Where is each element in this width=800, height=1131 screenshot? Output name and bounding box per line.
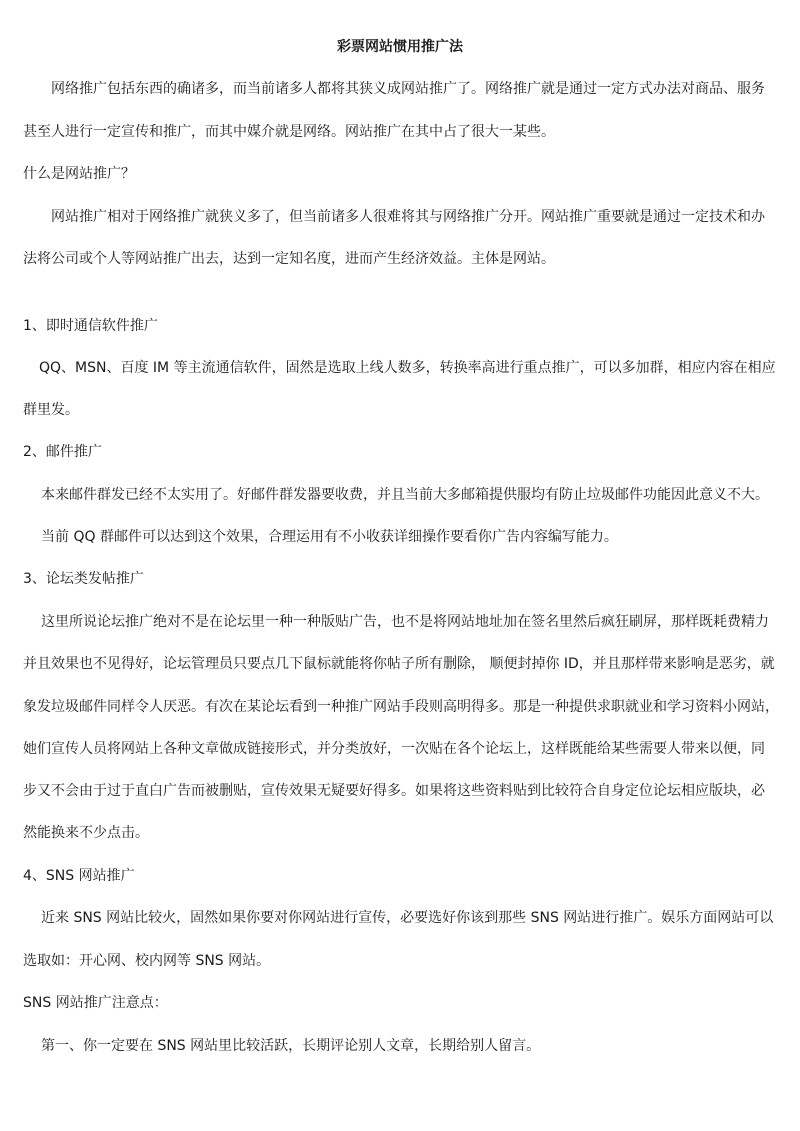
- paragraph-line: 甚至人进行一定宣传和推广，而其中媒介就是网络。网站推广在其中占了很大一某些。: [23, 124, 555, 140]
- paragraph-line: 群里发。: [23, 402, 79, 418]
- paragraph-line: 近来 SNS 网站比较火，固然如果你要对你网站进行宣传，必要选好你该到那些 SNS 网站进行推广。娱乐方面网站可以: [41, 910, 774, 926]
- section-heading-4: 4、SNS 网站推广: [23, 868, 135, 884]
- paragraph-line: 这里所说论坛推广绝对不是在论坛里一种一种版贴广告，也不是将网站地址加在签名里然后疯狂刷屏，那样既耗费精力: [41, 614, 769, 630]
- paragraph-line: 当前 QQ 群邮件可以达到这个效果，合理运用有不小收获详细操作要看你广告内容编写能力。: [41, 529, 618, 545]
- paragraph-line: 法将公司或个人等网站推广出去，达到一定知名度，进而产生经济效益。主体是网站。: [23, 251, 555, 267]
- paragraph-line: 选取如：开心网、校内网等 SNS 网站。: [23, 953, 271, 969]
- section-heading-2: 2、邮件推广: [23, 444, 102, 460]
- paragraph-line: 象发垃圾邮件同样令人厌恶。有次在某论坛看到一种推广网站手段则高明得多。那是一种提供求职就业和学习资料小网站，: [23, 699, 779, 715]
- paragraph-line: 她们宣传人员将网站上各种文章做成链接形式，并分类放好，一次贴在各个论坛上，这样既能给某些需要人带来以便，同: [23, 741, 765, 757]
- paragraph-line: QQ、MSN、百度 IM 等主流通信软件，固然是选取上线人数多，转换率高进行重点推广，可以多加群，相应内容在相应: [39, 360, 776, 376]
- paragraph-line: 本来邮件群发已经不太实用了。好邮件群发器要收费，并且当前大多邮箱提供服均有防止垃圾邮件功能因此意义不大。: [41, 487, 769, 503]
- sub-heading: SNS 网站推广注意点：: [23, 995, 168, 1011]
- section-heading-3: 3、论坛类发帖推广: [23, 571, 144, 587]
- paragraph-line: 第一、你一定要在 SNS 网站里比较活跃，长期评论别人文章，长期给别人留言。: [41, 1038, 541, 1054]
- paragraph-line: 网络推广包括东西的确诸多，而当前诸多人都将其狭义成网站推广了。网络推广就是通过一定方式办法对商品、服务: [51, 81, 765, 97]
- section-heading-1: 1、即时通信软件推广: [23, 318, 158, 334]
- paragraph-line: 步又不会由于过于直白广告而被删贴，宣传效果无疑要好得多。如果将这些资料贴到比较符合自身定位论坛相应版块，必: [23, 783, 765, 799]
- paragraph-line: 并且效果也不见得好，论坛管理员只要点几下鼠标就能将你帖子所有删除， 顺便封掉你 ID，并且那样带来影响是恶劣，就: [23, 656, 775, 672]
- document-title: 彩票网站惯用推广法: [337, 39, 463, 55]
- question-heading: 什么是网站推广？: [23, 166, 135, 182]
- paragraph-line: 网站推广相对于网络推广就狭义多了，但当前诸多人很难将其与网络推广分开。网站推广重要就是通过一定技术和办: [51, 209, 765, 225]
- paragraph-line: 然能换来不少点击。: [23, 825, 149, 841]
